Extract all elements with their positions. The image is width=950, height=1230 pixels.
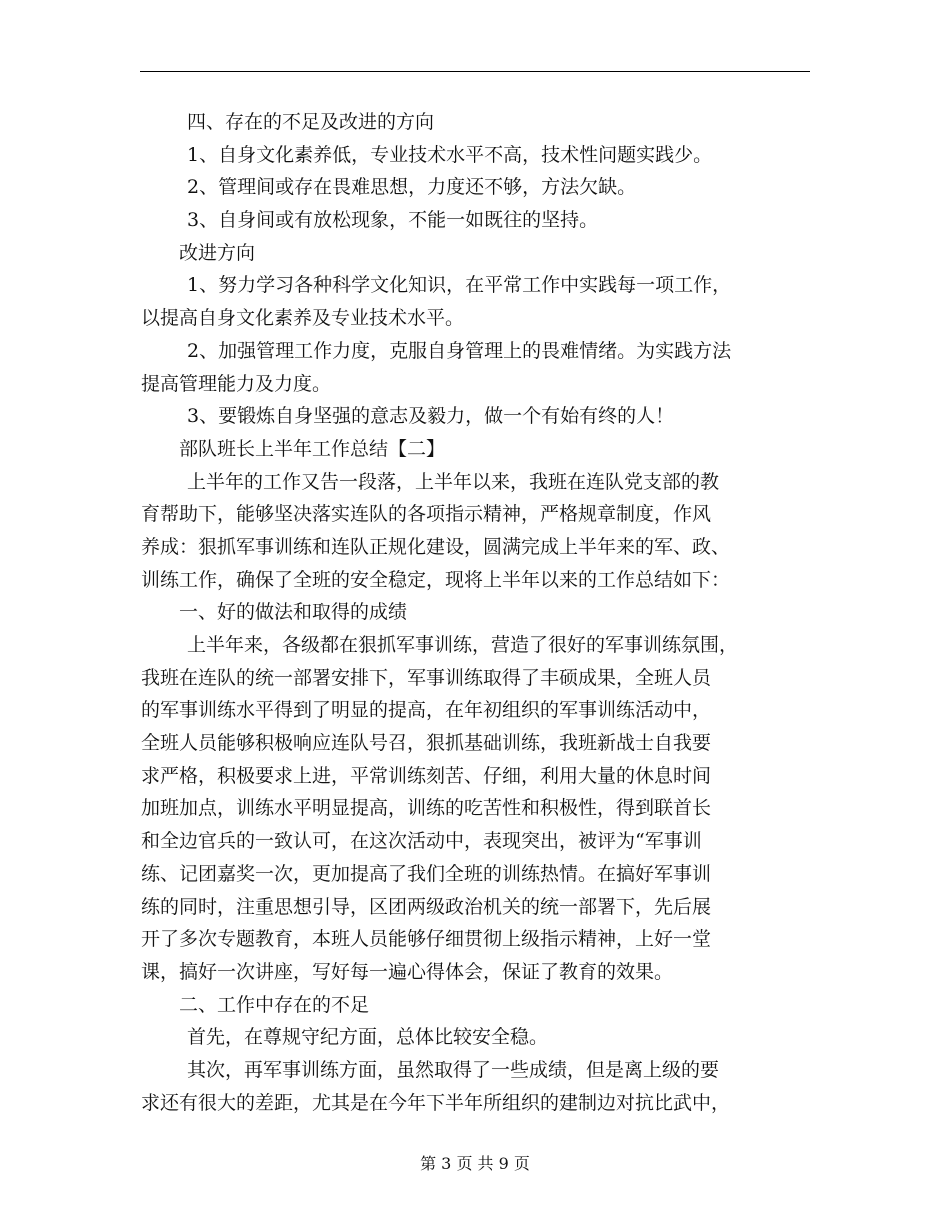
paragraph-line: 和全边官兵的一致认可，在这次活动中，表现突出，被评为“军事训 [141, 830, 702, 853]
page-number: 第 3 页 共 9 页 [420, 1154, 530, 1173]
paragraph-line: 育帮助下，能够坚决落实连队的各项指示精神，严格规章制度，作风 [141, 503, 712, 526]
paragraph-line: 一、好的做法和取得的成绩 [179, 601, 408, 624]
paragraph-line: 练的同时，注重思想引导，区团两级政治机关的统一部署下，先后展 [141, 895, 712, 918]
paragraph-line: 上半年的工作又告一段落，上半年以来，我班在连队党支部的教 [187, 470, 720, 493]
paragraph-line: 部队班长上半年工作总结【二】 [179, 437, 446, 460]
paragraph-line: 加班加点，训练水平明显提高，训练的吃苦性和积极性，得到联首长 [141, 797, 712, 820]
paragraph-line: 以提高自身文化素养及专业技术水平。 [141, 307, 465, 330]
paragraph-line: 练、记团嘉奖一次，更加提高了我们全班的训练热情。在搞好军事训 [141, 862, 712, 885]
paragraph-line: 开了多次专题教育，本班人员能够仔细贯彻上级指示精神，上好一堂 [141, 928, 712, 951]
paragraph-line: 改进方向 [179, 241, 256, 264]
paragraph-line: 四、存在的不足及改进的方向 [187, 111, 435, 133]
paragraph-line: 的军事训练水平得到了明显的提高，在年初组织的军事训练活动中， [141, 699, 712, 722]
paragraph-line: 我班在连队的统一部署安排下，军事训练取得了丰硕成果，全班人员 [141, 666, 712, 689]
paragraph-line: 训练工作，确保了全班的安全稳定，现将上半年以来的工作总结如下： [141, 568, 731, 591]
paragraph-line: 提高管理能力及力度。 [141, 372, 332, 395]
paragraph-line: 2、管理间或存在畏难思想，力度还不够，方法欠缺。 [187, 176, 637, 199]
paragraph-line: 养成：狠抓军事训练和连队正规化建设，圆满完成上半年来的军、政、 [141, 535, 731, 558]
paragraph-line: 上半年来，各级都在狠抓军事训练，营造了很好的军事训练氛围， [187, 634, 739, 656]
paragraph-line: 全班人员能够积极响应连队号召，狠抓基础训练，我班新战士自我要 [141, 732, 712, 755]
paragraph-line: 其次，再军事训练方面，虽然取得了一些成绩，但是离上级的要 [187, 1058, 720, 1081]
paragraph-line: 1、自身文化素养低，专业技术水平不高，技术性问题实践少。 [187, 143, 713, 166]
paragraph-line: 求严格，积极要求上进，平常训练刻苦、仔细，利用大量的休息时间 [141, 764, 712, 787]
paragraph-line: 求还有很大的差距，尤其是在今年下半年所组织的建制边对抗比武中， [141, 1091, 731, 1114]
paragraph-line: 课，搞好一次讲座，写好每一遍心得体会，保证了教育的效果。 [141, 960, 674, 983]
paragraph-line: 首先，在尊规守纪方面，总体比较安全稳。 [187, 1026, 549, 1049]
paragraph-line: 3、自身间或有放松现象，不能一如既往的坚持。 [187, 209, 599, 232]
paragraph-line: 二、工作中存在的不足 [179, 993, 370, 1016]
paragraph-line: 2、加强管理工作力度，克服自身管理上的畏难情绪。为实践方法 [187, 339, 732, 362]
header-rule [140, 71, 810, 72]
paragraph-line: 1、努力学习各种科学文化知识，在平常工作中实践每一项工作， [187, 274, 732, 297]
paragraph-line: 3、要锻炼自身坚强的意志及毅力，做一个有始有终的人！ [187, 405, 675, 428]
document-body [141, 106, 811, 1119]
